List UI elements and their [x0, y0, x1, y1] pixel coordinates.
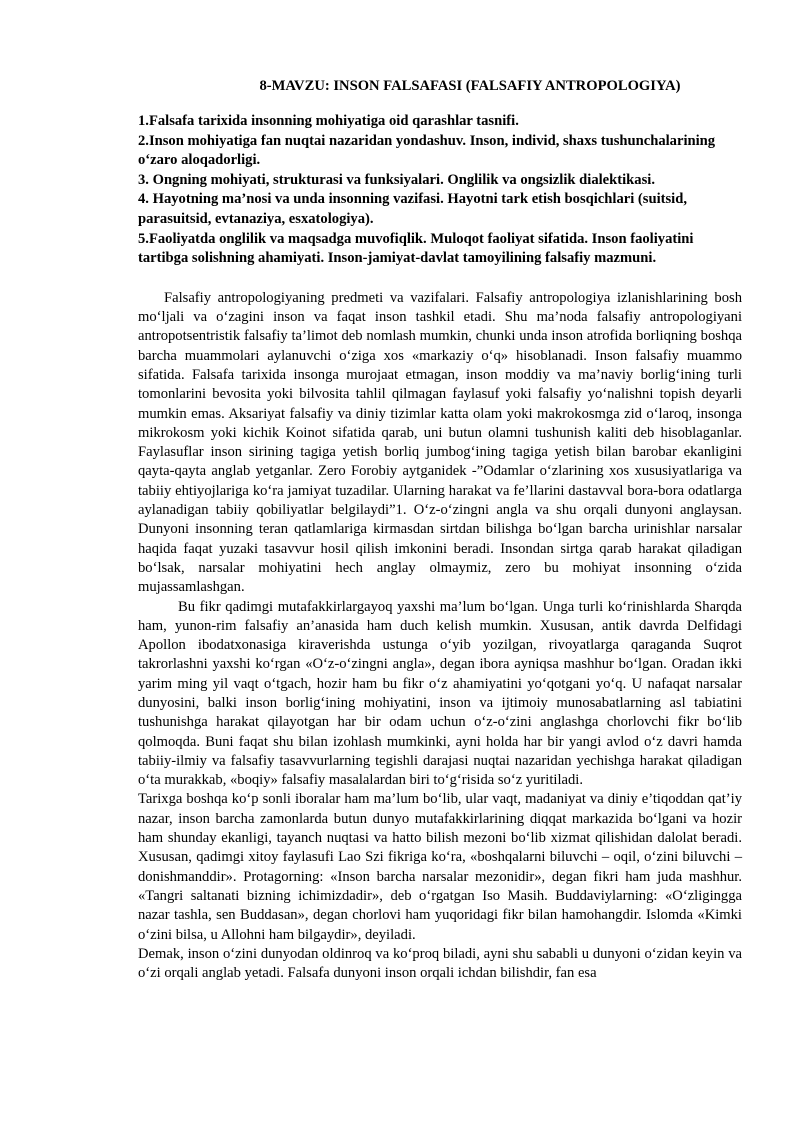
document-page: [138, 70, 742, 983]
body-text: [138, 289, 742, 984]
paragraph-4: Demak, inson o‘zini dunyodan oldinroq va ko‘proq biladi, ayni shu sababli u dunyoni o‘zidan keyin va o‘zi orqali anglab yetadi. Falsafa dunyoni inson orqali ichdan bilishdir, fan esa: [138, 945, 742, 982]
outline-item-5: 5.Faoliyatda onglilik va maqsadga muvofiqlik. Muloqot faoliyat sifatida. Inson faoliyatini tartibga solishning ahamiyati. Inson-jamiyat-davlat tamoyilining falsafiy mazmuni.: [138, 230, 694, 267]
outline-item-4: 4. Hayotning ma’nosi va unda insonning vazifasi. Hayotni tark etish bosqichlari (suitsid, parasuitsid, evtanaziya, esxatologiya).: [138, 191, 687, 227]
outline-item-1: 1.Falsafa tarixida insonning mohiyatiga oid qarashlar tasnifi.: [138, 113, 519, 129]
outline-item-2: 2.Inson mohiyatiga fan nuqtai nazaridan yondashuv. Inson, individ, shaxs tushunchalarining o‘zaro aloqadorligi.: [138, 132, 716, 169]
topic-outline: [138, 112, 742, 269]
document-title: 8-MAVZU: INSON FALSAFASI (FALSAFIY ANTROPOLOGIYA): [259, 78, 681, 94]
paragraph-1: Falsafiy antropologiyaning predmeti va vazifalari. Falsafiy antropologiya izlanishlarining bosh mo‘ljali va o‘zagini inson va faqat inson tashkil etadi. Shu ma’noda falsafiy antropologiyani antropotsentristik falsafiy ta’limot deb nomlash mumkin, chunki unda inson atrofida borliqning boshqa barcha muammolari aylanuvchi o‘ziga xos «markaziy o‘q» hisoblanadi. Inson falsafiy muammo sifatida. Falsafa tarixida insonga murojaat etmagan, inson moddiy va ma’naviy borlig‘ining turli tomonlarini bevosita yoki bilvosita tahlil qilmagan faylasuf yoki falsafiy yo‘nalishni topish deyarli mumkin emas. Aksariyat falsafiy va diniy tizimlar katta olam yoki makrokosmga zid o‘laroq, insonga mikrokosm yoki kichik Koinot sifatida qarab, uni butun olamni tushunish kaliti deb hisoblaganlar. Faylasuflar inson sirining tagiga yetish borliq jumbog‘ining tagiga yetish bilan barobar ekanligini qayta-qayta anglab yetganlar. Zero Forobiy aytganidek -”Odamlar o‘zlarining xos xususiyatlariga va tabiiy ehtiyojlariga ko‘ra jamiyat tuzadilar. Ularning harakat va fe’llarini dastavval bora-bora odatlarga aylanadigan tabiiy qobiliyatlar belgilaydi”1. O‘z-o‘zingni angla va shu orqali dunyoni anglaysan. Dunyoni insonning teran qatlamlariga kirmasdan sirtdan bilishga bo‘lgan barcha urinishlar narsalar haqida faqat yuzaki tasavvur hosil qilish imkonini beradi. Insondan sirtga qarab harakat qiladigan bo‘lsak, narsalar mohiyatini hech anglay olmaymiz, zero bu mohiyat insonning o‘zida mujassamlashgan.: [138, 289, 742, 596]
paragraph-3: Tarixga boshqa ko‘p sonli iboralar ham ma’lum bo‘lib, ular vaqt, madaniyat va diniy e’tiqoddan qat’iy nazar, inson barcha zamonlarda butun dunyo mutafakkirlarining diqqat markazida bo‘lgani va hozir ham shunday ekanligi, tayanch nuqtasi va hatto bilish mezoni bo‘lib xizmat qilishidan dalolat beradi. Xususan, qadimgi xitoy faylasufi Lao Szi fikriga ko‘ra, «boshqalarni biluvchi – oqil, o‘zini biluvchi – donishmanddir». Protagorning: «Inson barcha narsalar mezonidir», degan fikri ham juda mashhur. «Tangri saltanati bizning ichimizdadir», deb o‘rgatgan Iso Masih. Buddaviylarning: «O‘zligingga nazar tashla, sen Buddasan», degan chorlovi ham yuqoridagi fikr bilan hamohangdir. Islomda «Kimki o‘zini bilsa, u Allohni ham bilgaydir», deyiladi.: [138, 791, 742, 943]
outline-item-3: 3. Ongning mohiyati, strukturasi va funksiyalari. Onglilik va ongsizlik dialektikasi.: [138, 171, 655, 188]
paragraph-2: Bu fikr qadimgi mutafakkirlargayoq yaxshi ma’lum bo‘lgan. Unga turli ko‘rinishlarda Sharqda ham, yunon-rim falsafiy an’anasida ham duch kelish mumkin. Xususan, antik davrda Delfidagi Apollon ibodatxonasiga kiraverishda ustunga o‘yib yozilgan, rivoyatlarga qaraganda Suqrot takrorlashni yaxshi ko‘rgan «O‘z-o‘zingni angla», degan ibora ayniqsa mashhur bo‘lgan. Oradan ikki yarim ming yil vaqt o‘tgach, hozir ham bu fikr o‘z ahamiyatini yo‘qotgani yo‘q. U nafaqat narsalar dunyosini, balki inson borlig‘ining mohiyatini, inson va ijtimoiy munosabatlarning asl tabiatini tushunishga harakat qilayotgan har bir odam uchun o‘z-o‘zini anglashga chorlovchi fikr bo‘lib qolmoqda. Buni faqat shu bilan izohlash mumkinki, ayni holda har bir yangi avlod o‘z davri hamda tabiiy-ilmiy va falsafiy tasavvurlarning tegishli darajasi nuqtai nazaridan yechishga harakat qiladigan o‘ta murakkab, «boqiy» falsafiy masalalardan biri to‘g‘risida so‘z yuritiladi.: [138, 598, 742, 789]
